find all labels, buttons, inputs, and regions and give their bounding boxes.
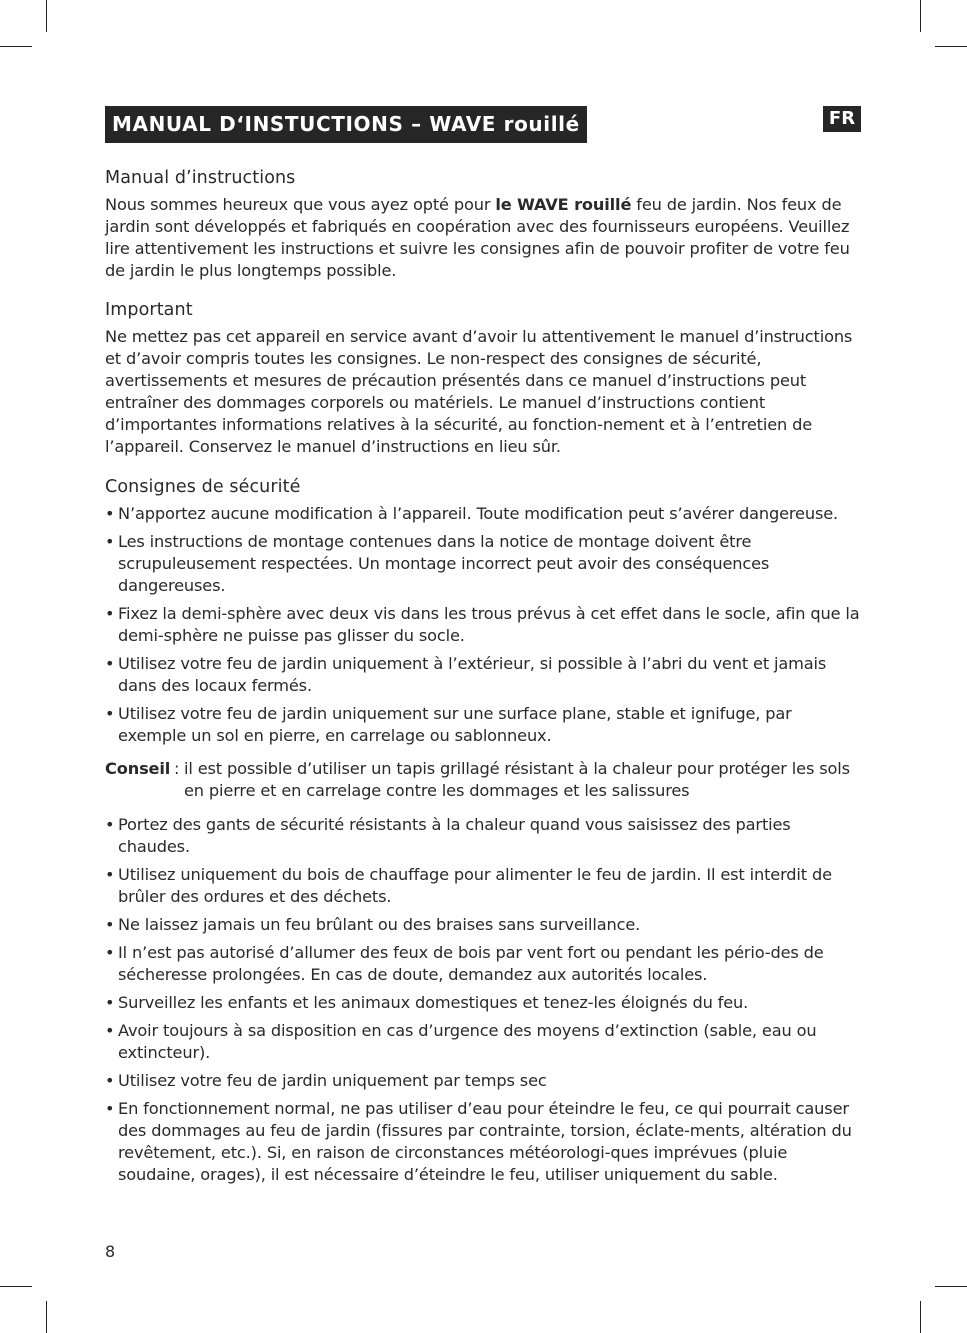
crop-mark: [935, 1286, 967, 1287]
tip-label: Conseil: [105, 759, 171, 778]
list-item: • Utilisez uniquement du bois de chauffage pour alimenter le feu de jardin. Il est interdit de brûler des ordures et des déchets.: [105, 864, 863, 908]
intro-section: [105, 166, 863, 282]
list-item: • Avoir toujours à sa disposition en cas d’urgence des moyens d’extinction (sable, eau ou extincteur).: [105, 1020, 863, 1064]
tip-text: il est possible d’utiliser un tapis grillagé résistant à la chaleur pour protéger les sols en pierre et en carrelage contre les dommages et les salissures: [184, 759, 850, 800]
list-item: • Portez des gants de sécurité résistants à la chaleur quand vous saisissez des parties chaudes.: [105, 814, 863, 858]
list-item: • Les instructions de montage contenues dans la notice de montage doivent être scrupuleusement respectées. Un montage incorrect peut avoir des conséquences dangereuses.: [105, 531, 863, 597]
list-item: • Fixez la demi-sphère avec deux vis dans les trous prévus à cet effet dans le socle, afin que la demi-sphère ne puisse pas glisser du socle.: [105, 603, 863, 647]
tip-block: [105, 758, 863, 802]
crop-mark: [46, 0, 47, 32]
page-title: MANUAL D‘INSTUCTIONS – WAVE rouillé: [105, 106, 587, 143]
list-item: • Utilisez votre feu de jardin uniquement par temps sec: [105, 1070, 863, 1092]
crop-mark: [920, 1301, 921, 1333]
crop-mark: [920, 0, 921, 32]
intro-heading: Manual d’instructions: [105, 168, 296, 188]
list-item: • Il n’est pas autorisé d’allumer des feux de bois par vent fort ou pendant les pério-des de sécheresse prolongées. En cas de doute, demandez aux autorités locales.: [105, 942, 863, 986]
list-item: • Utilisez votre feu de jardin uniquement à l’extérieur, si possible à l’abri du vent et jamais dans des locaux fermés.: [105, 653, 863, 697]
manual-content: [105, 166, 863, 1202]
crop-mark: [935, 46, 967, 47]
safety-list-a: [105, 503, 863, 747]
product-name: le WAVE rouillé: [495, 195, 632, 214]
crop-mark: [46, 1301, 47, 1333]
safety-section: [105, 475, 863, 1186]
intro-paragraph: [105, 194, 863, 282]
important-section: [105, 298, 863, 458]
crop-mark: [0, 1286, 32, 1287]
important-heading: Important: [105, 300, 193, 320]
safety-heading: Consignes de sécurité: [105, 477, 301, 497]
list-item: • N’apportez aucune modification à l’appareil. Toute modification peut s’avérer dangereuse.: [105, 503, 863, 525]
tip-colon: :: [174, 759, 180, 778]
list-item: • Surveillez les enfants et les animaux domestiques et tenez-les éloignés du feu.: [105, 992, 863, 1014]
list-item: • Ne laissez jamais un feu brûlant ou des braises sans surveillance.: [105, 914, 863, 936]
intro-text-before: Nous sommes heureux que vous ayez opté pour: [105, 195, 496, 214]
important-paragraph: Ne mettez pas cet appareil en service avant d’avoir lu attentivement le manuel d’instructions et d’avoir compris toutes les consignes. Le non-respect des consignes de sécurité, avertissements et mesures de précaution présentés dans ce manuel d’instructions peut entraîner des dommages corporels ou matériels. Le manuel d’instructions contient d’importantes informations relatives à la sécurité, au fonction-nement et à l’entretien de l’appareil. Conservez le manuel d’instructions en lieu sûr.: [105, 327, 853, 456]
language-badge: FR: [823, 106, 861, 132]
page-number: 8: [105, 1242, 116, 1261]
list-item: • En fonctionnement normal, ne pas utiliser d’eau pour éteindre le feu, ce qui pourrait causer des dommages au feu de jardin (fissures par contrainte, torsion, éclate-ments, altération du revêtement, etc.). Si, en raison de circonstances météorologi-ques imprévues (pluie soudaine, orages), il est nécessaire d’éteindre le feu, utiliser uniquement du sable.: [105, 1098, 863, 1186]
intro-text-after: feu de jardin. Nos feux de jardin sont développés et fabriqués en coopération avec des fournisseurs européens. Veuillez lire attentivement les instructions et suivre les consignes afin de pouvoir profiter de votre feu de jardin le plus longtemps possible.: [105, 195, 850, 280]
list-item: • Utilisez votre feu de jardin uniquement sur une surface plane, stable et ignifuge, par exemple un sol en pierre, en carrelage ou sablonneux.: [105, 703, 863, 747]
crop-mark: [0, 46, 32, 47]
safety-list-b: [105, 814, 863, 1186]
